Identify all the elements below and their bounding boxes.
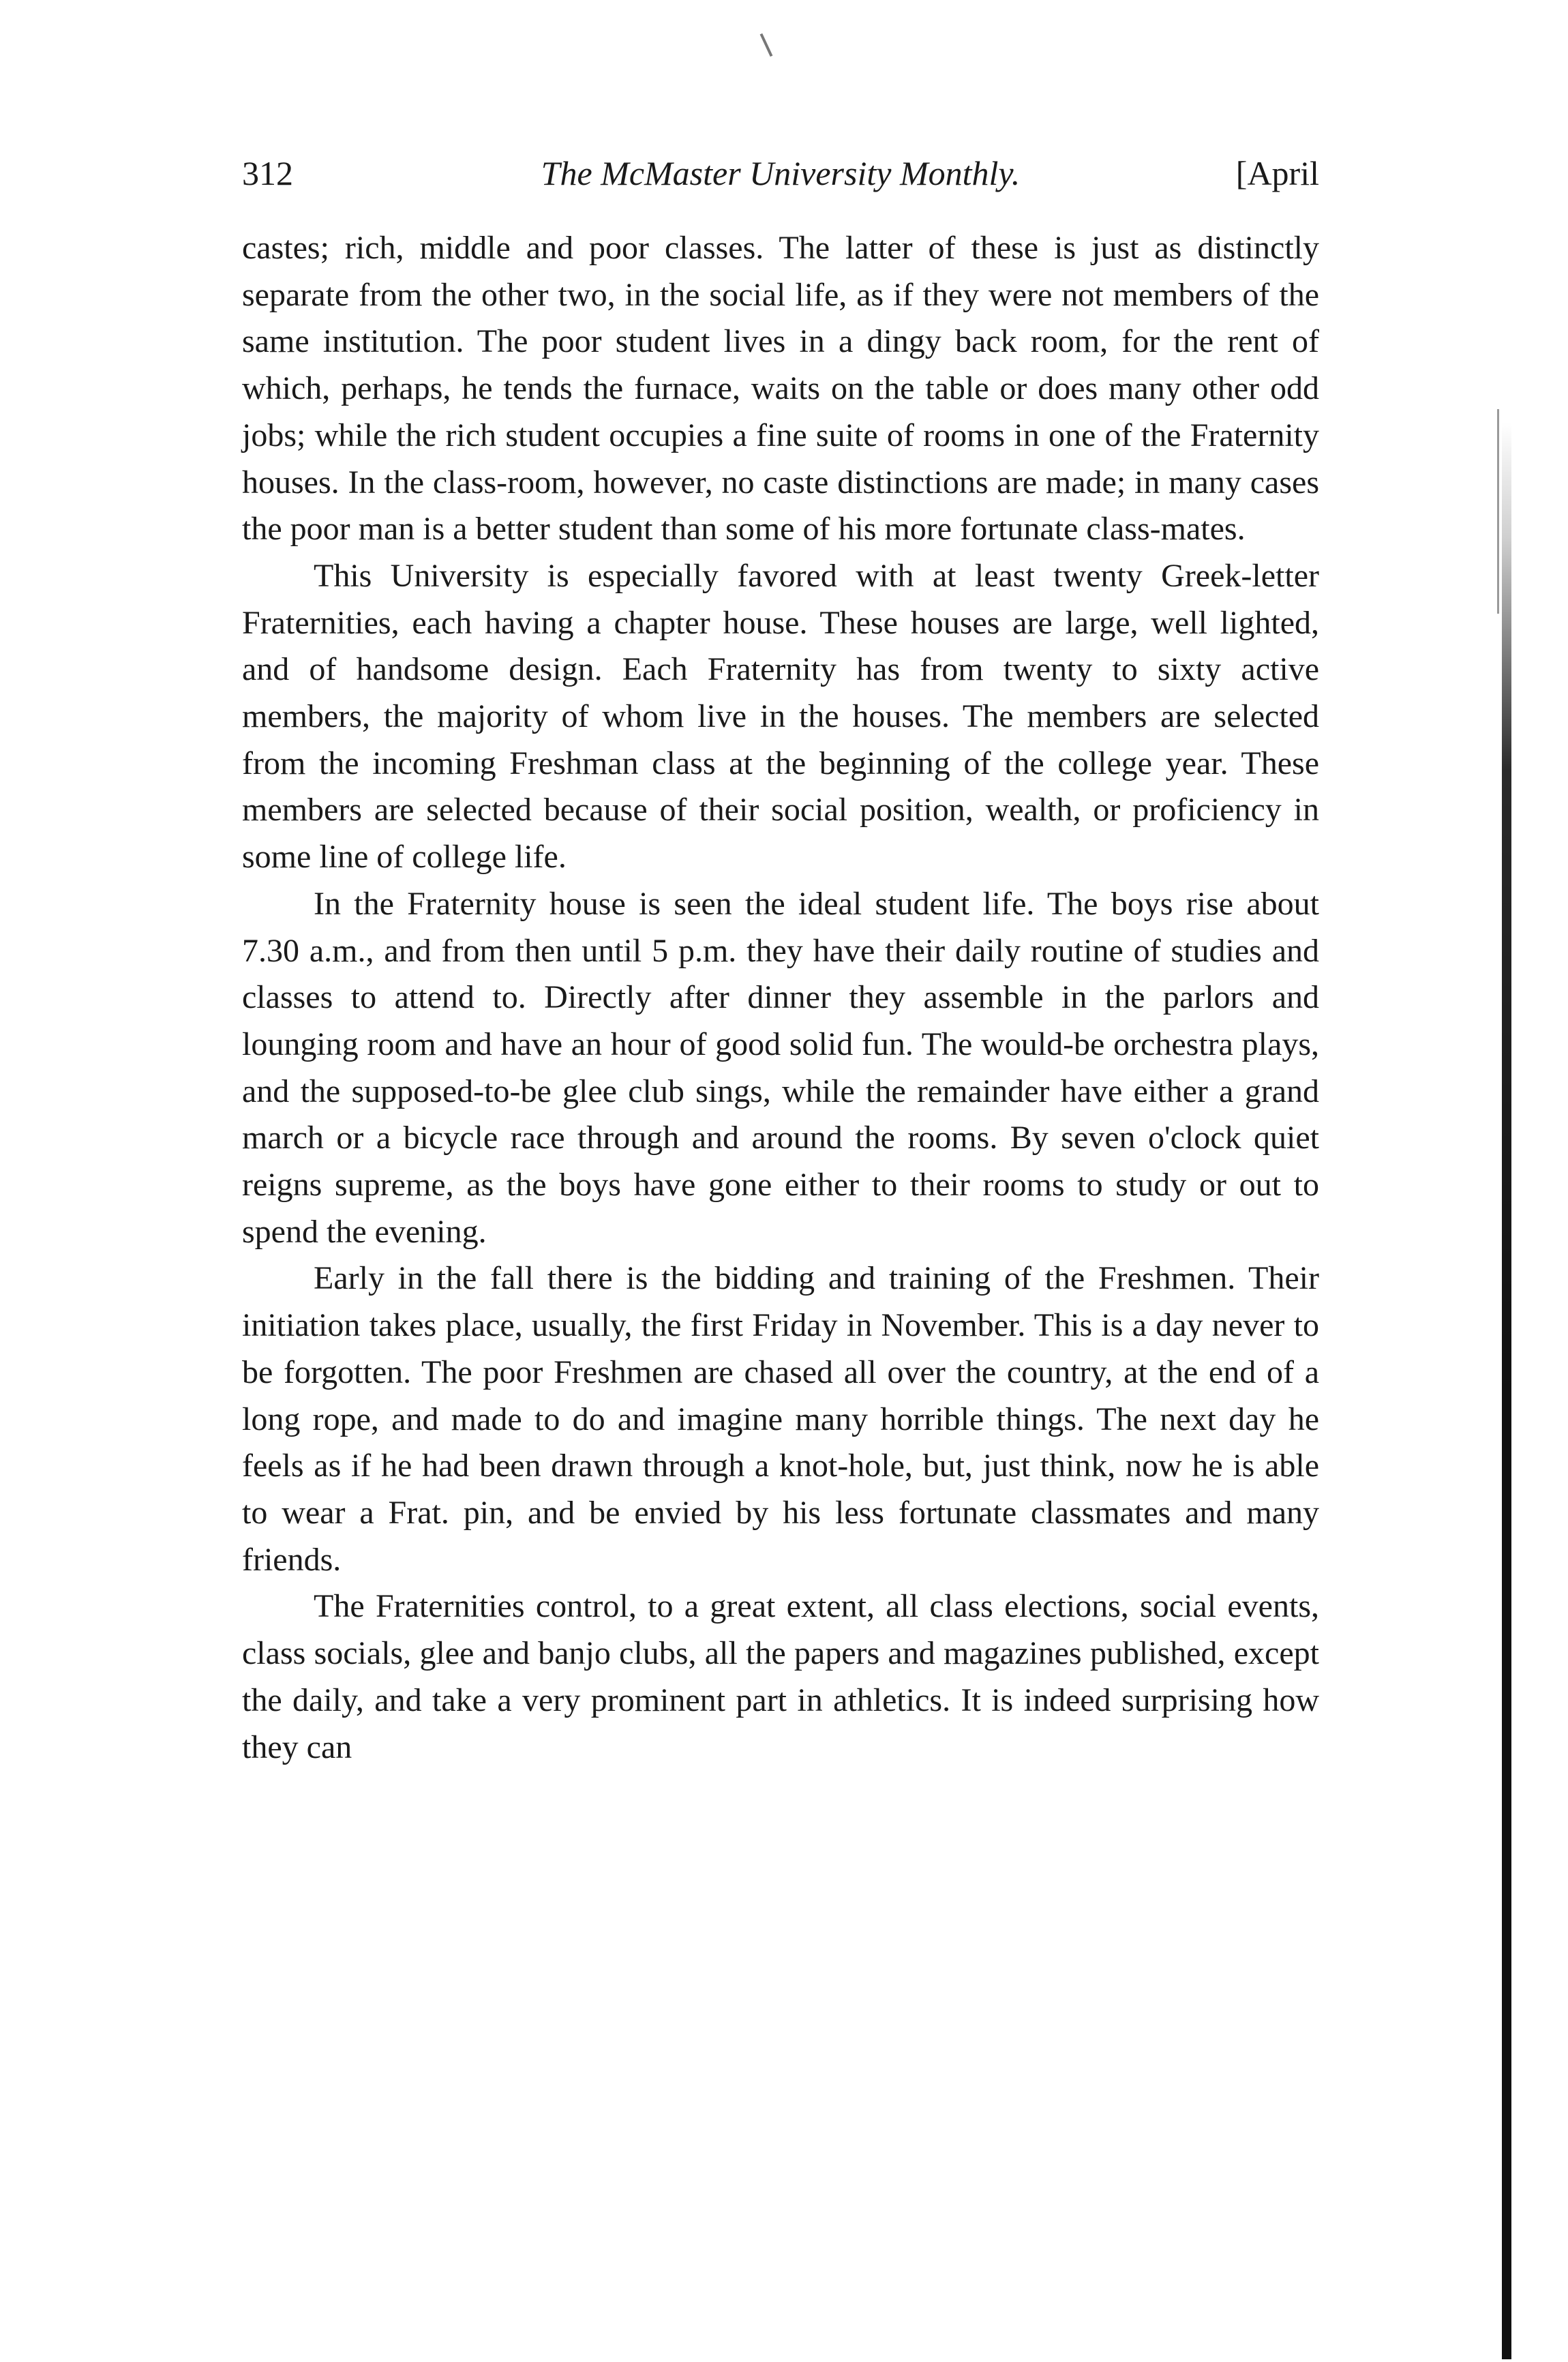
page-header xyxy=(242,153,1319,208)
page-edge-shadow xyxy=(1497,409,1499,614)
paragraph: This University is especially favored with at least twenty Greek-letter Fraternities, each having a chapter house. These houses are large, well lighted, and of handsome design. Each Fraternity has from twenty to sixty active members, the majority of whom live in the houses. The members are selected from the incoming Freshman class at the beginning of the college year. These members are selected because of their social position, wealth, or proficiency in some line of college life. xyxy=(242,557,1319,876)
paragraph: The Fraternities control, to a great extent, all class elections, social events, class socials, glee and banjo clubs, all the papers and magazines published, except the daily, and take a very prominent part in athletics. It is indeed surprising how they can xyxy=(242,1588,1319,1765)
running-title: The McMaster University Monthly. xyxy=(541,154,1021,192)
paragraph: Early in the fall there is the bidding and training of the Freshmen. Their initiation takes place, usually, the first Friday in November. This is a day never to be forgotten. The poor Freshmen are chased all over the country, at the end of a long rope, and made to do and imagine many horrible things. The next day he feels as if he had been drawn through a knot-hole, but, just think, now he is able to wear a Frat. pin, and be envied by his less fortunate classmates and many friends. xyxy=(242,1260,1319,1578)
paragraph: In the Fraternity house is seen the ideal student life. The boys rise about 7.30 a.m., and from then until 5 p.m. they have their daily routine of studies and classes to attend to. Directly after dinner they assemble in the parlors and lounging room and have an hour of good solid fun. The would-be orchestra plays, and the supposed-to-be glee club sings, while the remainder have either a grand march or a bicycle race through and around the rooms. By seven o'clock quiet reigns supreme, as the boys have gone either to their rooms to study or out to spend the evening. xyxy=(242,885,1319,1250)
binding-edge xyxy=(1502,423,1511,2359)
paragraph: castes; rich, middle and poor classes. The latter of these is just as distinctly separate from the other two, in the social life, as if they were not members of the same institution. The poor student lives in a dingy back room, for the rent of which, perhaps, he tends the furnace, waits on the table or does many other odd jobs; while the rich student occupies a fine suite of rooms in one of the Fraternity houses. In the class-room, however, no caste distinctions are made; in many cases the poor man is a better student than some of his more fortunate class-mates. xyxy=(242,230,1319,548)
issue-month: [April xyxy=(1235,154,1319,192)
page-number: 312 xyxy=(242,154,293,192)
article-body xyxy=(242,225,1319,1771)
stray-ink-mark xyxy=(760,33,773,57)
